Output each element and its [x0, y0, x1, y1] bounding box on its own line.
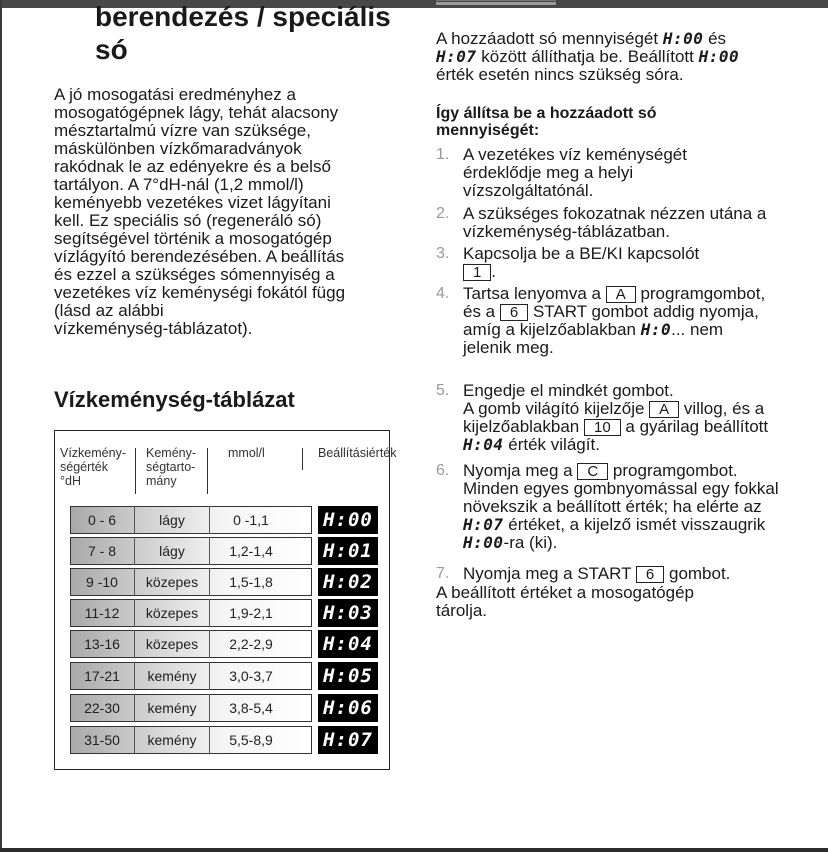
header-separator [135, 448, 136, 494]
step-text-part: programgombot. Minden egyes gombnyomással egy fokkal növekszik a beállított érték; ha elérte az [463, 461, 779, 516]
section-title-line1: berendezés / speciális [95, 1, 391, 32]
step-text [463, 382, 783, 454]
header-setting: Beállításiérték [318, 446, 397, 460]
step-text [463, 245, 783, 281]
lcd-code: H:00 [463, 533, 504, 552]
step-text-part: -ra (ki). [503, 533, 558, 552]
cell-dh: 17-21 [84, 668, 120, 684]
key-label-box: 10 [584, 419, 621, 436]
key-label-box: C [577, 463, 608, 480]
lcd-setting: H:01 [318, 537, 378, 565]
cell-range: lágy [159, 512, 185, 528]
cell-range: közepes [145, 605, 199, 621]
step-text-part: . [491, 262, 497, 281]
step-number: 3. [436, 245, 450, 262]
step-text [463, 462, 789, 552]
cell-dh: 22-30 [84, 700, 120, 716]
step-text-part: érték világít. [508, 435, 600, 454]
closing-note: A beállított értéket a mosogatógép tárolja. [436, 583, 695, 620]
table-heading: Vízkeménység-táblázat [54, 387, 295, 412]
cell-range: közepes [145, 636, 199, 652]
cell-dh: 13-16 [84, 636, 120, 652]
step-number: 2. [436, 205, 450, 222]
cell-range: kemény [147, 668, 197, 684]
step-text-part: villog, és a kijelzőablakban [463, 399, 765, 436]
lcd-setting: H:04 [318, 630, 378, 658]
page-left-border [0, 0, 2, 852]
step-number: 4. [436, 285, 450, 302]
header-range: Kemény- ségtarto- mány [146, 446, 197, 488]
intro-text: A hozzáadott só mennyiségét [436, 29, 663, 48]
cell-range: lágy [159, 543, 185, 559]
lcd-code: H:0 [640, 320, 672, 339]
lcd-setting: H:03 [318, 599, 378, 627]
step-text-part: START gombot addig nyomja, amíg a kijelzőablakban [463, 302, 759, 339]
salt-range-paragraph [436, 30, 816, 84]
cell-mmol: 5,5-8,9 [229, 732, 273, 748]
step-text-part: Nyomja meg a [463, 461, 573, 480]
lcd-code: H:04 [463, 435, 504, 454]
step-text-part: Nyomja meg a START [463, 564, 632, 583]
step-text-part: ... nem jelenik meg. [463, 320, 724, 357]
lcd-setting: H:02 [318, 568, 378, 596]
step-text [463, 285, 773, 357]
cell-dh: 0 - 6 [87, 512, 116, 528]
cell-mmol: 1,9-2,1 [229, 605, 273, 621]
cell-mmol: 1,2-1,4 [229, 543, 273, 559]
step-number: 7. [436, 565, 450, 582]
cell-range: kemény [147, 732, 197, 748]
intro-text: között állíthatja be. Beállított [476, 47, 699, 66]
cell-mmol: 1,5-1,8 [229, 574, 273, 590]
page-bottom-border [0, 848, 828, 852]
lcd-setting: H:06 [318, 694, 378, 722]
cell-mmol: 2,2-2,9 [229, 636, 273, 652]
cell-range: közepes [145, 574, 199, 590]
key-label-box: 1 [463, 264, 491, 281]
cell-dh: 11-12 [84, 605, 120, 621]
intro-paragraph: A jó mosogatási eredményhez a mosogatógépnek lágy, tehát alacsony mésztartalmú vízre van szüksége, máskülönben vízkőmaradványok rakódnak le az edényekre és a belső tartályon. A 7°dH-nál (1,2 mmol/l) keményebb vezetékes vizet lágyítani kell. Ez speciális só (regeneráló só) segítségével történik a mosogatógép vízlágyító berendezésében. A beállítás és ezzel a szükséges sómennyiség a vezetékes víz keménységi fokától függ (lásd az alábbi vízkeménység-táblázatot). [54, 85, 346, 338]
step-number: 1. [436, 146, 450, 163]
cut-off-heading [436, 0, 556, 5]
step-text-part: programgombot, és a [463, 284, 766, 321]
header-mmol: mmol/l [228, 446, 265, 460]
cell-mmol: 0 -1,1 [233, 512, 269, 528]
intro-text: érték esetén nincs szükség sóra. [436, 65, 684, 84]
how-to-heading: Így állítsa be a hozzáadott só mennyiségét: [436, 105, 657, 139]
cell-dh: 31-50 [84, 732, 120, 748]
section-title-line2: só [95, 34, 128, 65]
lcd-setting: H:05 [318, 662, 378, 690]
lcd-setting: H:07 [318, 726, 378, 754]
step-text-part: Tartsa lenyomva a [463, 284, 601, 303]
step-number: 5. [436, 382, 450, 399]
lcd-code: H:00 [698, 47, 740, 66]
intro-text: és [703, 29, 727, 48]
cell-range: kemény [147, 700, 197, 716]
step-text-part: A gomb világító kijelzője [463, 399, 645, 418]
step-number: 6. [436, 462, 450, 479]
header-separator [302, 448, 303, 470]
step-text-part: Engedje el mindkét gombot. [463, 381, 674, 400]
step-text-part: a gyárilag beállított [625, 417, 769, 436]
lcd-code: H:07 [463, 515, 504, 534]
key-label-box: A [649, 401, 679, 418]
step-text [463, 565, 818, 583]
header-dh: Vízkemény- ségérték °dH [60, 446, 126, 488]
step-text: A szükséges fokozatnak nézzen utána a vízkeménység-táblázatban. [463, 204, 767, 241]
key-label-box: 6 [500, 304, 528, 321]
step-text-part: gombot. [668, 564, 731, 583]
key-label-box: 6 [636, 566, 664, 583]
cell-dh: 9 -10 [86, 574, 118, 590]
step-text-part: Kapcsolja be a BE/KI kapcsolót [463, 244, 700, 263]
step-text: A vezetékes víz keménységét érdeklődje meg a helyi vízszolgáltatónál. [463, 145, 687, 200]
lcd-code: H:00 [662, 29, 704, 48]
lcd-code: H:07 [436, 47, 477, 66]
header-separator [207, 448, 208, 494]
cell-mmol: 3,8-5,4 [229, 700, 273, 716]
key-label-box: A [606, 286, 636, 303]
lcd-setting: H:00 [318, 506, 378, 534]
cell-dh: 7 - 8 [87, 543, 116, 559]
step-text-part: értéket, a kijelző ismét visszaugrik [508, 515, 766, 534]
cell-mmol: 3,0-3,7 [229, 668, 273, 684]
section-title [95, 0, 415, 66]
